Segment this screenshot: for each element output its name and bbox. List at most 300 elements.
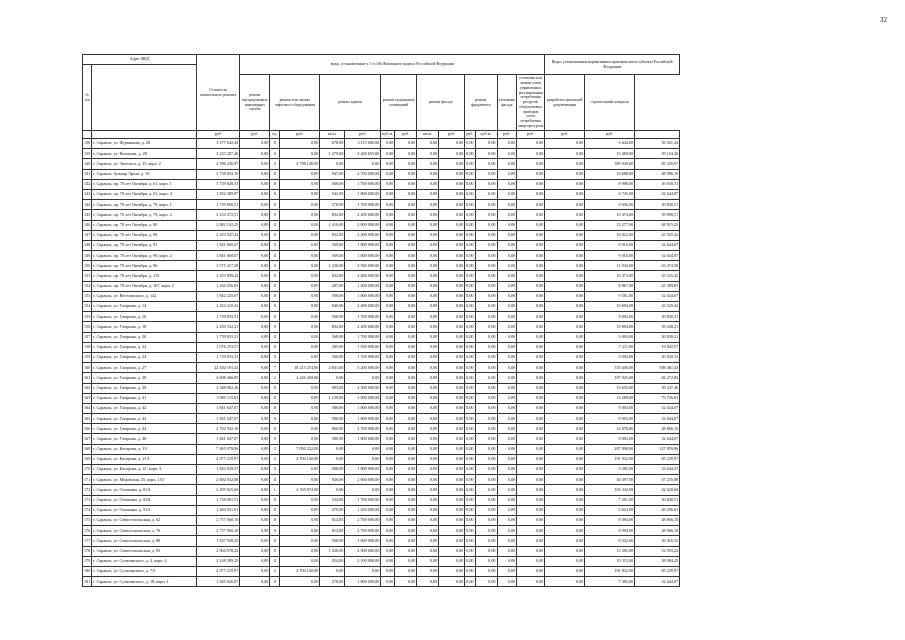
value-cell: 48 866,10 — [635, 515, 680, 525]
value-cell: 2 495 825,69 — [197, 485, 240, 495]
value-cell: 2 100 000,00 — [345, 556, 381, 566]
value-cell: 0,00 — [465, 393, 475, 403]
value-cell: 4 698 466,85 — [197, 373, 240, 383]
value-cell: 0,00 — [439, 332, 465, 342]
value-cell: 0,00 — [497, 363, 517, 373]
value-cell: 0,00 — [381, 332, 395, 342]
value-cell: 0,00 — [465, 261, 475, 271]
value-cell: 0,00 — [497, 261, 517, 271]
value-cell: 0 — [270, 556, 280, 566]
value-cell: 0,00 — [395, 577, 417, 587]
value-cell: 15 469,00 — [585, 149, 635, 159]
address-cell: г. Саранск, ул. Гагарина, д. 27 — [92, 363, 197, 373]
value-cell: 1 800 000,00 — [345, 251, 381, 261]
value-cell: 0,00 — [439, 403, 465, 413]
row-number-cell: 160 — [83, 363, 92, 373]
value-cell: 0,00 — [439, 240, 465, 250]
value-cell: 0,00 — [475, 220, 497, 230]
value-cell: 0,00 — [395, 352, 417, 362]
value-cell: 0 — [270, 352, 280, 362]
value-cell: 0,00 — [475, 515, 497, 525]
value-cell: 0,00 — [381, 281, 395, 291]
value-cell: 11 943,00 — [585, 261, 635, 271]
value-cell: 0,00 — [439, 505, 465, 515]
value-cell: 0,00 — [475, 444, 497, 454]
value-cell: 33 644,37 — [635, 465, 680, 475]
value-cell: 2 400 000,00 — [345, 271, 381, 281]
value-cell: 0,00 — [475, 526, 497, 536]
value-cell: 0,00 — [545, 526, 585, 536]
value-cell: 0,00 — [280, 210, 320, 220]
value-cell: 0,00 — [439, 465, 465, 475]
value-cell: 285,00 — [320, 342, 345, 352]
value-cell: 0,00 — [517, 210, 545, 220]
value-cell: 30 830,31 — [635, 312, 680, 322]
value-cell: 32 644,07 — [635, 414, 680, 424]
value-cell: 0,00 — [280, 475, 320, 485]
value-cell: 0 — [270, 200, 280, 210]
value-cell: 9 016,00 — [585, 251, 635, 261]
value-cell: 0,00 — [320, 373, 345, 383]
value-cell: 1 800 000,00 — [345, 465, 381, 475]
unit-cell: руб. — [439, 131, 465, 139]
value-cell: 2 — [270, 566, 280, 576]
value-cell: 7 465 979,96 — [197, 444, 240, 454]
value-cell: 0,00 — [517, 444, 545, 454]
value-cell: 1 450 000,00 — [345, 505, 381, 515]
value-cell: 0 — [270, 546, 280, 556]
value-cell: 0,00 — [465, 169, 475, 179]
value-cell: 0,00 — [465, 220, 475, 230]
value-cell: 0,00 — [497, 373, 517, 383]
value-cell: 578,00 — [320, 577, 345, 587]
value-cell: 0,00 — [240, 220, 270, 230]
regional-types-header: Виды, установленные нормативным правовым актом субъекта Российской Федерации — [545, 55, 680, 75]
value-cell: 0,00 — [381, 179, 395, 189]
value-cell: 1 236,00 — [320, 261, 345, 271]
table-row — [83, 403, 680, 413]
value-cell: 578,00 — [320, 200, 345, 210]
value-cell: 0 — [270, 342, 280, 352]
value-cell: 29 416,35 — [635, 536, 680, 546]
value-cell: 0,00 — [240, 546, 270, 556]
value-cell: 0,00 — [439, 424, 465, 434]
value-cell: 47 235,08 — [635, 475, 680, 485]
table-row — [83, 546, 680, 556]
value-cell: 0,00 — [417, 210, 439, 220]
value-cell: 0,00 — [240, 139, 270, 149]
value-cell: 580,00 — [320, 414, 345, 424]
row-number-cell: 147 — [83, 230, 92, 240]
row-number-cell: 178 — [83, 546, 92, 556]
value-cell: 0,00 — [240, 210, 270, 220]
address-cell: г. Саранск, пр. 70 лет Октября, д. 99, корп. 2 — [92, 251, 197, 261]
value-cell: 0,00 — [517, 302, 545, 312]
value-cell: 0,00 — [545, 475, 585, 485]
value-cell: 0,00 — [381, 444, 395, 454]
value-cell: 0,00 — [545, 169, 585, 179]
value-cell: 0,00 — [465, 475, 475, 485]
value-cell: 1 739 856,51 — [197, 200, 240, 210]
value-cell: 2 254 372,51 — [197, 210, 240, 220]
value-cell: 30 830,31 — [635, 332, 680, 342]
value-cell: 0 — [270, 271, 280, 281]
value-cell: 389 949,60 — [585, 159, 635, 169]
value-cell: 0 — [270, 261, 280, 271]
row-number-cell: 176 — [83, 526, 92, 536]
value-cell: 0,00 — [517, 383, 545, 393]
value-cell: 0,00 — [465, 281, 475, 291]
value-cell: 0,00 — [417, 505, 439, 515]
table-row — [83, 475, 680, 485]
value-cell: 0,00 — [417, 403, 439, 413]
value-cell: 0,00 — [439, 322, 465, 332]
value-cell: 0,00 — [465, 536, 475, 546]
value-cell: 2 757 060,10 — [197, 515, 240, 525]
value-cell: 0,00 — [439, 230, 465, 240]
value-cell: 9 003,00 — [585, 414, 635, 424]
row-number-cell: 139 — [83, 149, 92, 159]
value-cell: 39 438,21 — [635, 322, 680, 332]
value-cell: 0,00 — [280, 291, 320, 301]
value-cell: 0,00 — [345, 444, 381, 454]
value-cell: 13 289,00 — [585, 393, 635, 403]
value-cell: 0,00 — [475, 352, 497, 362]
value-cell: 0,00 — [280, 271, 320, 281]
value-cell: 3 985 115,81 — [197, 393, 240, 403]
value-cell: 9 003,00 — [585, 403, 635, 413]
value-cell: 85 339,97 — [635, 159, 680, 169]
value-cell: 0,00 — [395, 169, 417, 179]
value-cell: 0,00 — [417, 475, 439, 485]
value-cell: 9 003,00 — [585, 332, 635, 342]
value-cell: 0 — [270, 424, 280, 434]
value-cell: 0,00 — [475, 281, 497, 291]
value-cell: 0,00 — [545, 240, 585, 250]
value-cell: 0,00 — [465, 291, 475, 301]
value-cell: 0,00 — [417, 393, 439, 403]
value-cell: 0,00 — [497, 220, 517, 230]
value-cell: 0,00 — [545, 424, 585, 434]
value-cell: 0,00 — [517, 200, 545, 210]
value-cell: 0,00 — [417, 281, 439, 291]
address-cell: г. Саранск, ул. Севастопольская, д. 62 — [92, 515, 197, 525]
value-cell: 0,00 — [439, 434, 465, 444]
value-cell: 0,00 — [475, 536, 497, 546]
address-cell: г. Саранск, пр. 70 лет Октября, д. 79, корп. 2 — [92, 210, 197, 220]
address-cell: г. Саранск, пр. 70 лет Октября, д. 61, корп. 1 — [92, 179, 197, 189]
value-cell: 9 003,00 — [585, 312, 635, 322]
value-cell: 10 655,00 — [585, 383, 635, 393]
value-cell: 0,00 — [240, 261, 270, 271]
value-cell: 0,00 — [465, 495, 475, 505]
value-cell: 0,00 — [475, 169, 497, 179]
value-cell: 0,00 — [240, 281, 270, 291]
value-cell: 0,00 — [320, 566, 345, 576]
row-number-cell: 150 — [83, 261, 92, 271]
value-cell: 0,00 — [545, 363, 585, 373]
value-cell: 2 700 000,00 — [345, 515, 381, 525]
value-cell: 1 700 000,00 — [345, 352, 381, 362]
table-row — [83, 536, 680, 546]
value-cell: 0,00 — [517, 271, 545, 281]
value-cell: 1 800 000,00 — [345, 189, 381, 199]
table-row — [83, 577, 680, 587]
row-number-cell: 179 — [83, 556, 92, 566]
value-cell: 0,00 — [465, 302, 475, 312]
value-cell: 14 076,00 — [585, 424, 635, 434]
value-cell: 0,00 — [517, 505, 545, 515]
value-cell: 0,00 — [545, 505, 585, 515]
value-cell: 0,00 — [497, 515, 517, 525]
value-cell: 0,00 — [545, 556, 585, 566]
value-cell: 30 830,51 — [635, 200, 680, 210]
value-cell: 0,00 — [465, 230, 475, 240]
foundation-header: ремонт фундамента — [465, 75, 497, 131]
value-cell: 0,00 — [497, 179, 517, 189]
value-cell: 0,00 — [240, 577, 270, 587]
value-cell: 1 800 000,00 — [345, 291, 381, 301]
value-cell: 0,00 — [475, 383, 497, 393]
row-number-cell: 141 — [83, 169, 92, 179]
value-cell: 0,00 — [395, 342, 417, 352]
address-cell: г. Саранск, ул. Осипенко, д. 83А — [92, 495, 197, 505]
value-cell: 840,00 — [320, 302, 345, 312]
value-cell: 8 094,00 — [585, 515, 635, 525]
value-cell: 4 700 148,00 — [280, 566, 320, 576]
value-cell: 1 026,00 — [320, 546, 345, 556]
value-cell: 0,00 — [497, 291, 517, 301]
value-cell: 0,00 — [395, 505, 417, 515]
value-cell: 1 800 000,00 — [345, 414, 381, 424]
value-cell: 0,00 — [545, 220, 585, 230]
value-cell: 0,00 — [517, 363, 545, 373]
value-cell: 0,00 — [475, 454, 497, 464]
value-cell: 0,00 — [465, 424, 475, 434]
value-cell: 52 593,22 — [635, 546, 680, 556]
value-cell: 0,00 — [395, 393, 417, 403]
value-cell: 568,00 — [320, 312, 345, 322]
value-cell: 0,00 — [381, 312, 395, 322]
row-number-cell: 164 — [83, 403, 92, 413]
row-number-cell: 163 — [83, 393, 92, 403]
value-cell: 6 745,00 — [585, 189, 635, 199]
value-cell: 42 620,69 — [635, 485, 680, 495]
value-cell: 0,00 — [497, 230, 517, 240]
row-number-cell: 152 — [83, 281, 92, 291]
value-cell: 2 964 978,22 — [197, 546, 240, 556]
value-cell: 0 — [270, 210, 280, 220]
value-cell: 0,00 — [497, 139, 517, 149]
roof-header: ремонт крыши — [320, 75, 381, 131]
value-cell: 0,00 — [381, 261, 395, 271]
value-cell: 10 474,00 — [585, 271, 635, 281]
value-cell: 0,00 — [439, 220, 465, 230]
value-cell: 398 461,43 — [635, 363, 680, 373]
address-cell: г. Саранск, ул. Сутягинского, д. 7А — [92, 566, 197, 576]
value-cell: 580,00 — [320, 403, 345, 413]
row-number-cell: 172 — [83, 485, 92, 495]
table-row — [83, 159, 680, 169]
value-cell: 0,00 — [517, 546, 545, 556]
value-cell: 0,00 — [439, 169, 465, 179]
value-cell: 0,00 — [439, 179, 465, 189]
value-cell: 0,00 — [381, 536, 395, 546]
value-cell: 0,00 — [417, 342, 439, 352]
value-cell: 30 830,31 — [635, 352, 680, 362]
value-cell: 0,00 — [240, 352, 270, 362]
value-cell: 0,00 — [465, 526, 475, 536]
table-row — [83, 312, 680, 322]
value-cell: 0,00 — [395, 240, 417, 250]
value-cell: 0,00 — [475, 322, 497, 332]
value-cell: 2 453 899,42 — [197, 271, 240, 281]
value-cell: 0,00 — [381, 454, 395, 464]
value-cell: 3 900 000,00 — [345, 393, 381, 403]
value-cell: 0,00 — [280, 424, 320, 434]
value-cell: 3 233 287,46 — [197, 149, 240, 159]
value-cell: 0,00 — [517, 342, 545, 352]
value-cell: 1 739 833,31 — [197, 312, 240, 322]
value-cell: 0,00 — [439, 281, 465, 291]
value-cell: 0,00 — [240, 424, 270, 434]
value-cell: 0,00 — [465, 556, 475, 566]
value-cell: 0,00 — [465, 414, 475, 424]
table-row — [83, 495, 680, 505]
row-number-cell: 177 — [83, 536, 92, 546]
row-number-cell: 142 — [83, 179, 92, 189]
value-cell: 0,00 — [475, 149, 497, 159]
value-cell: 0,00 — [240, 271, 270, 281]
value-cell: 0 — [270, 291, 280, 301]
value-cell: 0,00 — [395, 424, 417, 434]
value-cell: 0,00 — [240, 475, 270, 485]
value-cell: 0,00 — [465, 271, 475, 281]
table-row — [83, 515, 680, 525]
value-cell: 0,00 — [545, 139, 585, 149]
value-cell: 0,00 — [280, 332, 320, 342]
address-cell: г. Саранск, ул. Гагарина, д. 22 — [92, 342, 197, 352]
row-number-cell: 146 — [83, 220, 92, 230]
address-cell: г. Саранск, ул. Гагарина, д. 18 — [92, 322, 197, 332]
value-cell: 0,00 — [439, 189, 465, 199]
value-cell: 0,00 — [517, 485, 545, 495]
row-number-cell: 158 — [83, 342, 92, 352]
value-cell: 0,00 — [395, 200, 417, 210]
table-row — [83, 352, 680, 362]
value-cell: 1 738 061,51 — [197, 495, 240, 505]
value-cell: 0,00 — [280, 352, 320, 362]
value-cell: 0,00 — [381, 393, 395, 403]
value-cell: 1 637 949,35 — [197, 536, 240, 546]
value-cell: 0,00 — [395, 546, 417, 556]
table-row — [83, 169, 680, 179]
value-cell: 0,00 — [545, 291, 585, 301]
row-number-cell: 144 — [83, 200, 92, 210]
value-cell: 0,00 — [280, 220, 320, 230]
value-cell: 0,00 — [475, 424, 497, 434]
value-cell: 1 842 225,67 — [197, 291, 240, 301]
value-cell: 0,00 — [517, 312, 545, 322]
value-cell: 0,00 — [417, 240, 439, 250]
value-cell: 0,00 — [517, 403, 545, 413]
value-cell: 0,00 — [280, 526, 320, 536]
value-cell: 1 700 000,00 — [345, 200, 381, 210]
value-cell: 0,00 — [517, 577, 545, 587]
value-cell: 10 422,00 — [585, 230, 635, 240]
value-cell: 2 604 000,00 — [345, 475, 381, 485]
value-cell: 0,00 — [395, 332, 417, 342]
value-cell: 0,00 — [417, 139, 439, 149]
value-cell: 0 — [270, 414, 280, 424]
value-cell: 0,00 — [417, 383, 439, 393]
value-cell: 0,00 — [439, 149, 465, 159]
value-cell: 0,00 — [497, 465, 517, 475]
address-cell: г. Саранск, ул. Гагарина, д. 14 — [92, 302, 197, 312]
table-row — [83, 281, 680, 291]
row-number-cell: 138 — [83, 139, 92, 149]
value-cell: 0,00 — [395, 556, 417, 566]
value-cell: 0,00 — [280, 556, 320, 566]
value-cell: 0,00 — [545, 383, 585, 393]
unit-cell: куб.м. — [381, 131, 395, 139]
value-cell: 569,00 — [320, 251, 345, 261]
value-cell: 1 843 029,37 — [197, 465, 240, 475]
value-cell: 534,00 — [320, 495, 345, 505]
value-cell: 0,00 — [497, 342, 517, 352]
value-cell: 4 798 148,00 — [280, 159, 320, 169]
value-cell: 8 094,00 — [585, 526, 635, 536]
value-cell: 0,00 — [465, 322, 475, 332]
value-cell: 0,00 — [465, 352, 475, 362]
unit-cell: ед. — [270, 131, 280, 139]
value-cell: 7 — [270, 363, 280, 373]
units-row — [83, 131, 680, 139]
value-cell: 0,00 — [439, 515, 465, 525]
value-cell: 0,00 — [497, 251, 517, 261]
value-cell: 0,00 — [395, 302, 417, 312]
value-cell: 0,00 — [545, 485, 585, 495]
value-cell: 0,00 — [417, 454, 439, 464]
value-cell: 1 700 000,00 — [345, 312, 381, 322]
value-cell: 0,00 — [280, 383, 320, 393]
address-cell: г. Саранск, ул. Гагарина, д. 29 — [92, 373, 197, 383]
value-cell: 0,00 — [395, 291, 417, 301]
value-cell: 2 400 000,00 — [345, 230, 381, 240]
value-cell: 0,00 — [517, 454, 545, 464]
value-cell: 0,00 — [545, 352, 585, 362]
value-cell: 18 213 274,00 — [280, 363, 320, 373]
value-cell: 0,00 — [381, 526, 395, 536]
value-cell: 0,00 — [475, 566, 497, 576]
design-header: разработка проектной документации — [545, 75, 585, 131]
value-cell: 3 200 000,00 — [345, 363, 381, 373]
value-cell: 2 349 902,46 — [197, 383, 240, 393]
value-cell: 0,00 — [545, 515, 585, 525]
value-cell: 0,00 — [465, 566, 475, 576]
table-row — [83, 179, 680, 189]
value-cell: 0,00 — [381, 230, 395, 240]
value-cell: 678,00 — [320, 139, 345, 149]
value-cell: 10 694,00 — [585, 302, 635, 312]
table-row — [83, 220, 680, 230]
address-cell: г. Саранск, ул. Севастопольская, д. 93 — [92, 546, 197, 556]
value-cell: 2 757 060,10 — [197, 526, 240, 536]
value-cell: 0,00 — [240, 526, 270, 536]
value-cell: 0,00 — [381, 302, 395, 312]
table-row — [83, 393, 680, 403]
value-cell: 860,00 — [320, 424, 345, 434]
